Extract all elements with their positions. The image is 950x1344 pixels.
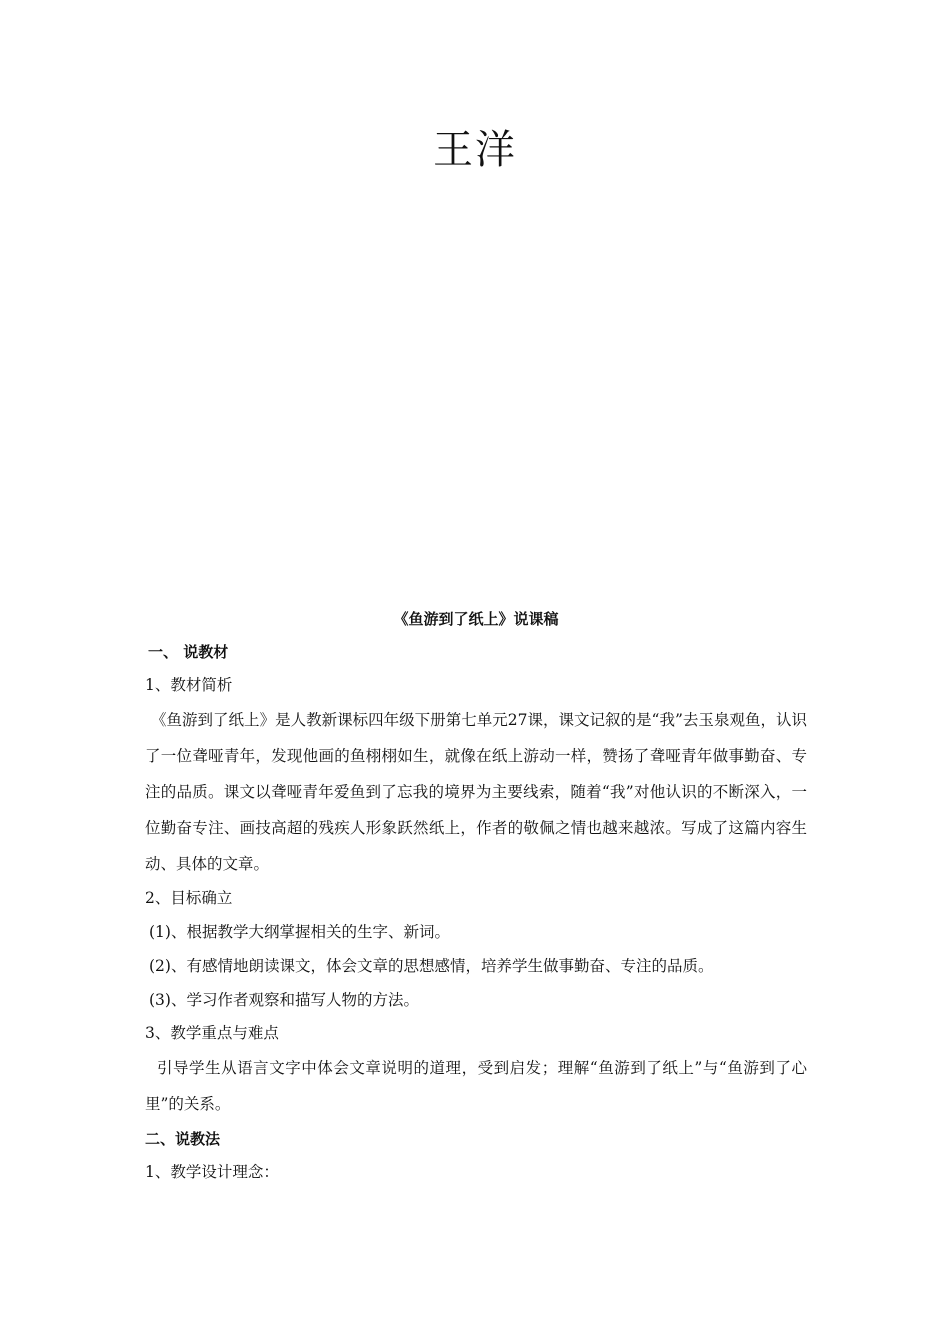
section-heading-textbook: 一、 说教材	[148, 643, 229, 661]
document-title: 《鱼游到了纸上》说课稿	[393, 610, 559, 628]
subheading-objectives: 2、目标确立	[145, 889, 233, 907]
section-heading-teaching-method: 二、说教法	[145, 1130, 221, 1148]
subheading-textbook-analysis: 1、教材简析	[145, 676, 233, 694]
paragraph-textbook-analysis: 《鱼游到了纸上》是人教新课标四年级下册第七单元27课，课文记叙的是“我”去玉泉观鱼，认识了一位聋哑青年，发现他画的鱼栩栩如生，就像在纸上游动一样，赞扬了聋哑青年做事勤奋、专注的品质。课文以聋哑青年爱鱼到了忘我的境界为主要线索，随着“我”对他认识的不断深入，一位勤奋专注、画技高超的残疾人形象跃然纸上，作者的敬佩之情也越来越浓。写成了这篇内容生动、具体的文章。	[145, 711, 807, 873]
objective-item: (2)、有感情地朗读课文，体会文章的思想感情，培养学生做事勤奋、专注的品质。	[149, 957, 714, 975]
author-name: 王洋	[433, 127, 517, 173]
subheading-key-points: 3、教学重点与难点	[145, 1024, 279, 1042]
document-body	[145, 604, 807, 1189]
paragraph-key-points: 引导学生从语言文字中体会文章说明的道理，受到启发；理解“鱼游到了纸上”与“鱼游到了心里”的关系。	[145, 1059, 807, 1113]
subheading-design-concept: 1、教学设计理念：	[145, 1163, 279, 1181]
objective-item: (1)、根据教学大纲掌握相关的生字、新词。	[149, 923, 450, 941]
objective-item: (3)、学习作者观察和描写人物的方法。	[149, 991, 419, 1009]
